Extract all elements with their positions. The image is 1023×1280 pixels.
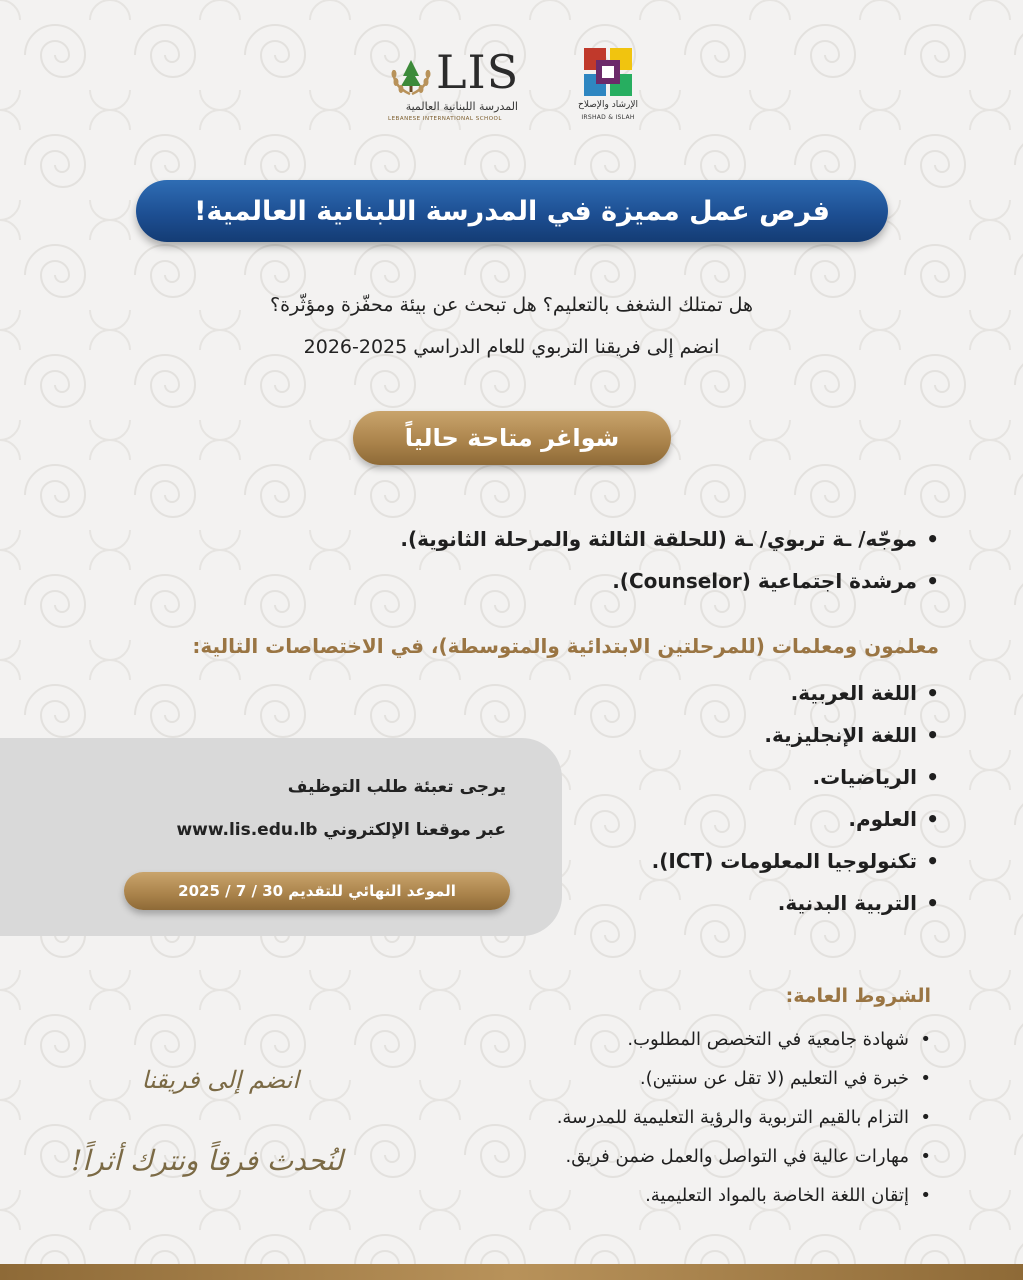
apply-panel — [0, 738, 562, 936]
list-item: • تكنولوجيا المعلومات (ICT). — [652, 840, 939, 882]
list-item: • شهادة جامعية في التخصص المطلوب. — [557, 1020, 931, 1059]
apply-website[interactable]: عبر موقعنا الإلكتروني www.lis.edu.lb — [176, 820, 506, 840]
conditions-heading: الشروط العامة: — [785, 985, 931, 1007]
title-banner — [136, 180, 888, 242]
lis-letters: LIS — [436, 45, 520, 99]
deadline-pill — [124, 872, 510, 910]
list-item: • اللغة العربية. — [652, 672, 939, 714]
list-item: • مهارات عالية في التواصل والعمل ضمن فريق. — [557, 1137, 931, 1176]
vacancies-label: شواغر متاحة حالياً — [404, 424, 620, 452]
subjects-heading: معلمون ومعلمات (للمرحلتين الابتدائية والمتوسطة)، في الاختصاصات التالية: — [192, 634, 939, 658]
list-item: • التزام بالقيم التربوية والرؤية التعليمية للمدرسة. — [557, 1098, 931, 1137]
page-title: فرص عمل مميزة في المدرسة اللبنانية العالمية! — [194, 195, 830, 227]
lis-english-name: LEBANESE INTERNATIONAL SCHOOL — [388, 116, 502, 122]
intro-join: انضم إلى فريقنا التربوي للعام الدراسي 2025-2026 — [303, 336, 720, 358]
slogan-line-2: لنُحدث فرقاً ونترك أثراً! — [71, 1144, 343, 1177]
apply-instruction: يرجى تعبئة طلب التوظيف — [287, 777, 506, 797]
list-item: • مرشدة اجتماعية (Counselor). — [400, 560, 939, 602]
list-item: • موجّه/ ـة تربوي/ ـة (للحلقة الثالثة والمرحلة الثانوية). — [400, 518, 939, 560]
lis-arabic-name: المدرسة اللبنانية العالمية — [405, 100, 518, 113]
list-item: • العلوم. — [652, 798, 939, 840]
irshad-arabic-name: الإرشاد والإصلاح — [578, 100, 638, 110]
list-item: • خبرة في التعليم (لا تقل عن سنتين). — [557, 1059, 931, 1098]
lis-logo — [384, 44, 524, 126]
bottom-gold-bar — [0, 1264, 1023, 1280]
list-item: • إتقان اللغة الخاصة بالمواد التعليمية. — [557, 1176, 931, 1215]
positions-list — [400, 518, 939, 602]
slogan-line-1: انضم إلى فريقنا — [141, 1066, 299, 1094]
deadline-text: الموعد النهائي للتقديم 30 / 7 / 2025 — [178, 882, 456, 900]
conditions-list — [557, 1020, 931, 1215]
intro-question: هل تمتلك الشغف بالتعليم؟ هل تبحث عن بيئة محفّزة ومؤثّرة؟ — [269, 294, 753, 316]
colored-square-emblem-icon — [582, 46, 634, 98]
vacancies-pill — [353, 411, 671, 465]
subjects-list — [652, 672, 939, 924]
list-item: • التربية البدنية. — [652, 882, 939, 924]
list-item: • اللغة الإنجليزية. — [652, 714, 939, 756]
irshad-logo — [574, 44, 642, 126]
irshad-english-name: IRSHAD & ISLAH — [581, 114, 635, 121]
cedar-laurel-icon — [390, 52, 432, 98]
list-item: • الرياضيات. — [652, 756, 939, 798]
